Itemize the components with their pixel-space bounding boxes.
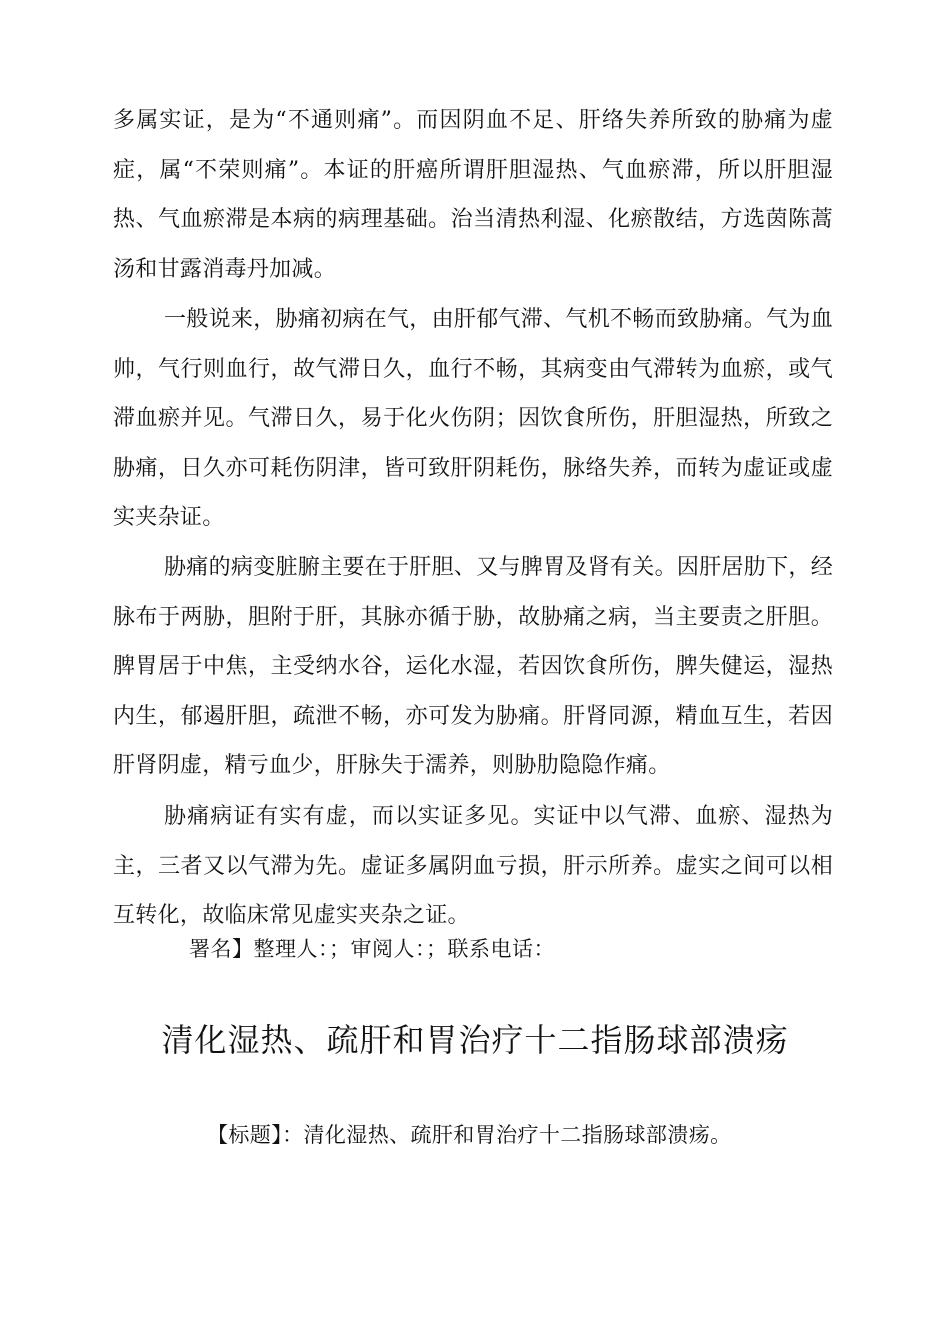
signature-line: 署名】整理人：；审阅人：；联系电话： — [189, 937, 555, 961]
paragraph-3: 胁痛的病变脏腑主要在于肝胆、又与脾胃及肾有关。因肝居肋下，经脉布于两胁，胆附于肝，其脉亦循于胁，故胁痛之病，当主要责之肝胆。脾胃居于中焦，主受纳水谷，运化水湿，若因饮食所伤，脾失健运，湿热内生，郁遏肝胆，疏泄不畅，亦可发为胁痛。肝肾同源，精血互生，若因肝肾阴虚，精亏血少，肝脉失于濡养，则胁肋隐隐作痛。 — [113, 555, 834, 778]
paragraph-2: 一般说来，胁痛初病在气，由肝郁气滞、气机不畅而致胁痛。气为血帅，气行则血行，故气滞日久，血行不畅，其病变由气滞转为血瘀，或气滞血瘀并见。气滞日久，易于化火伤阴；因饮食所伤，肝胆湿热，所致之胁痛，日久亦可耗伤阴津，皆可致肝阴耗伤，脉络失养，而转为虚证或虚实夹杂证。 — [113, 307, 834, 530]
article-heading: 清化湿热、疏肝和胃治疗十二指肠球部溃疡 — [161, 1021, 789, 1059]
title-line: 【标题】：清化湿热、疏肝和胃治疗十二指肠球部溃疡。 — [207, 1123, 732, 1147]
paragraph-1: 多属实证，是为“不通则痛”。而因阴血不足、肝络失养所致的胁痛为虚症，属“不荣则痛”。本证的肝癌所谓肝胆湿热、气血瘀滞，所以肝胆湿热、气血瘀滞是本病的病理基础。治当清热利湿、化瘀散结，方选茵陈蒿汤和甘露消毒丹加减。 — [113, 108, 833, 282]
paragraph-4: 胁痛病证有实有虚，而以实证多见。实证中以气滞、血瘀、湿热为主，三者又以气滞为先。虚证多属阴血亏损，肝示所养。虚实之间可以相互转化，故临床常见虚实夹杂之证。 — [113, 804, 833, 928]
